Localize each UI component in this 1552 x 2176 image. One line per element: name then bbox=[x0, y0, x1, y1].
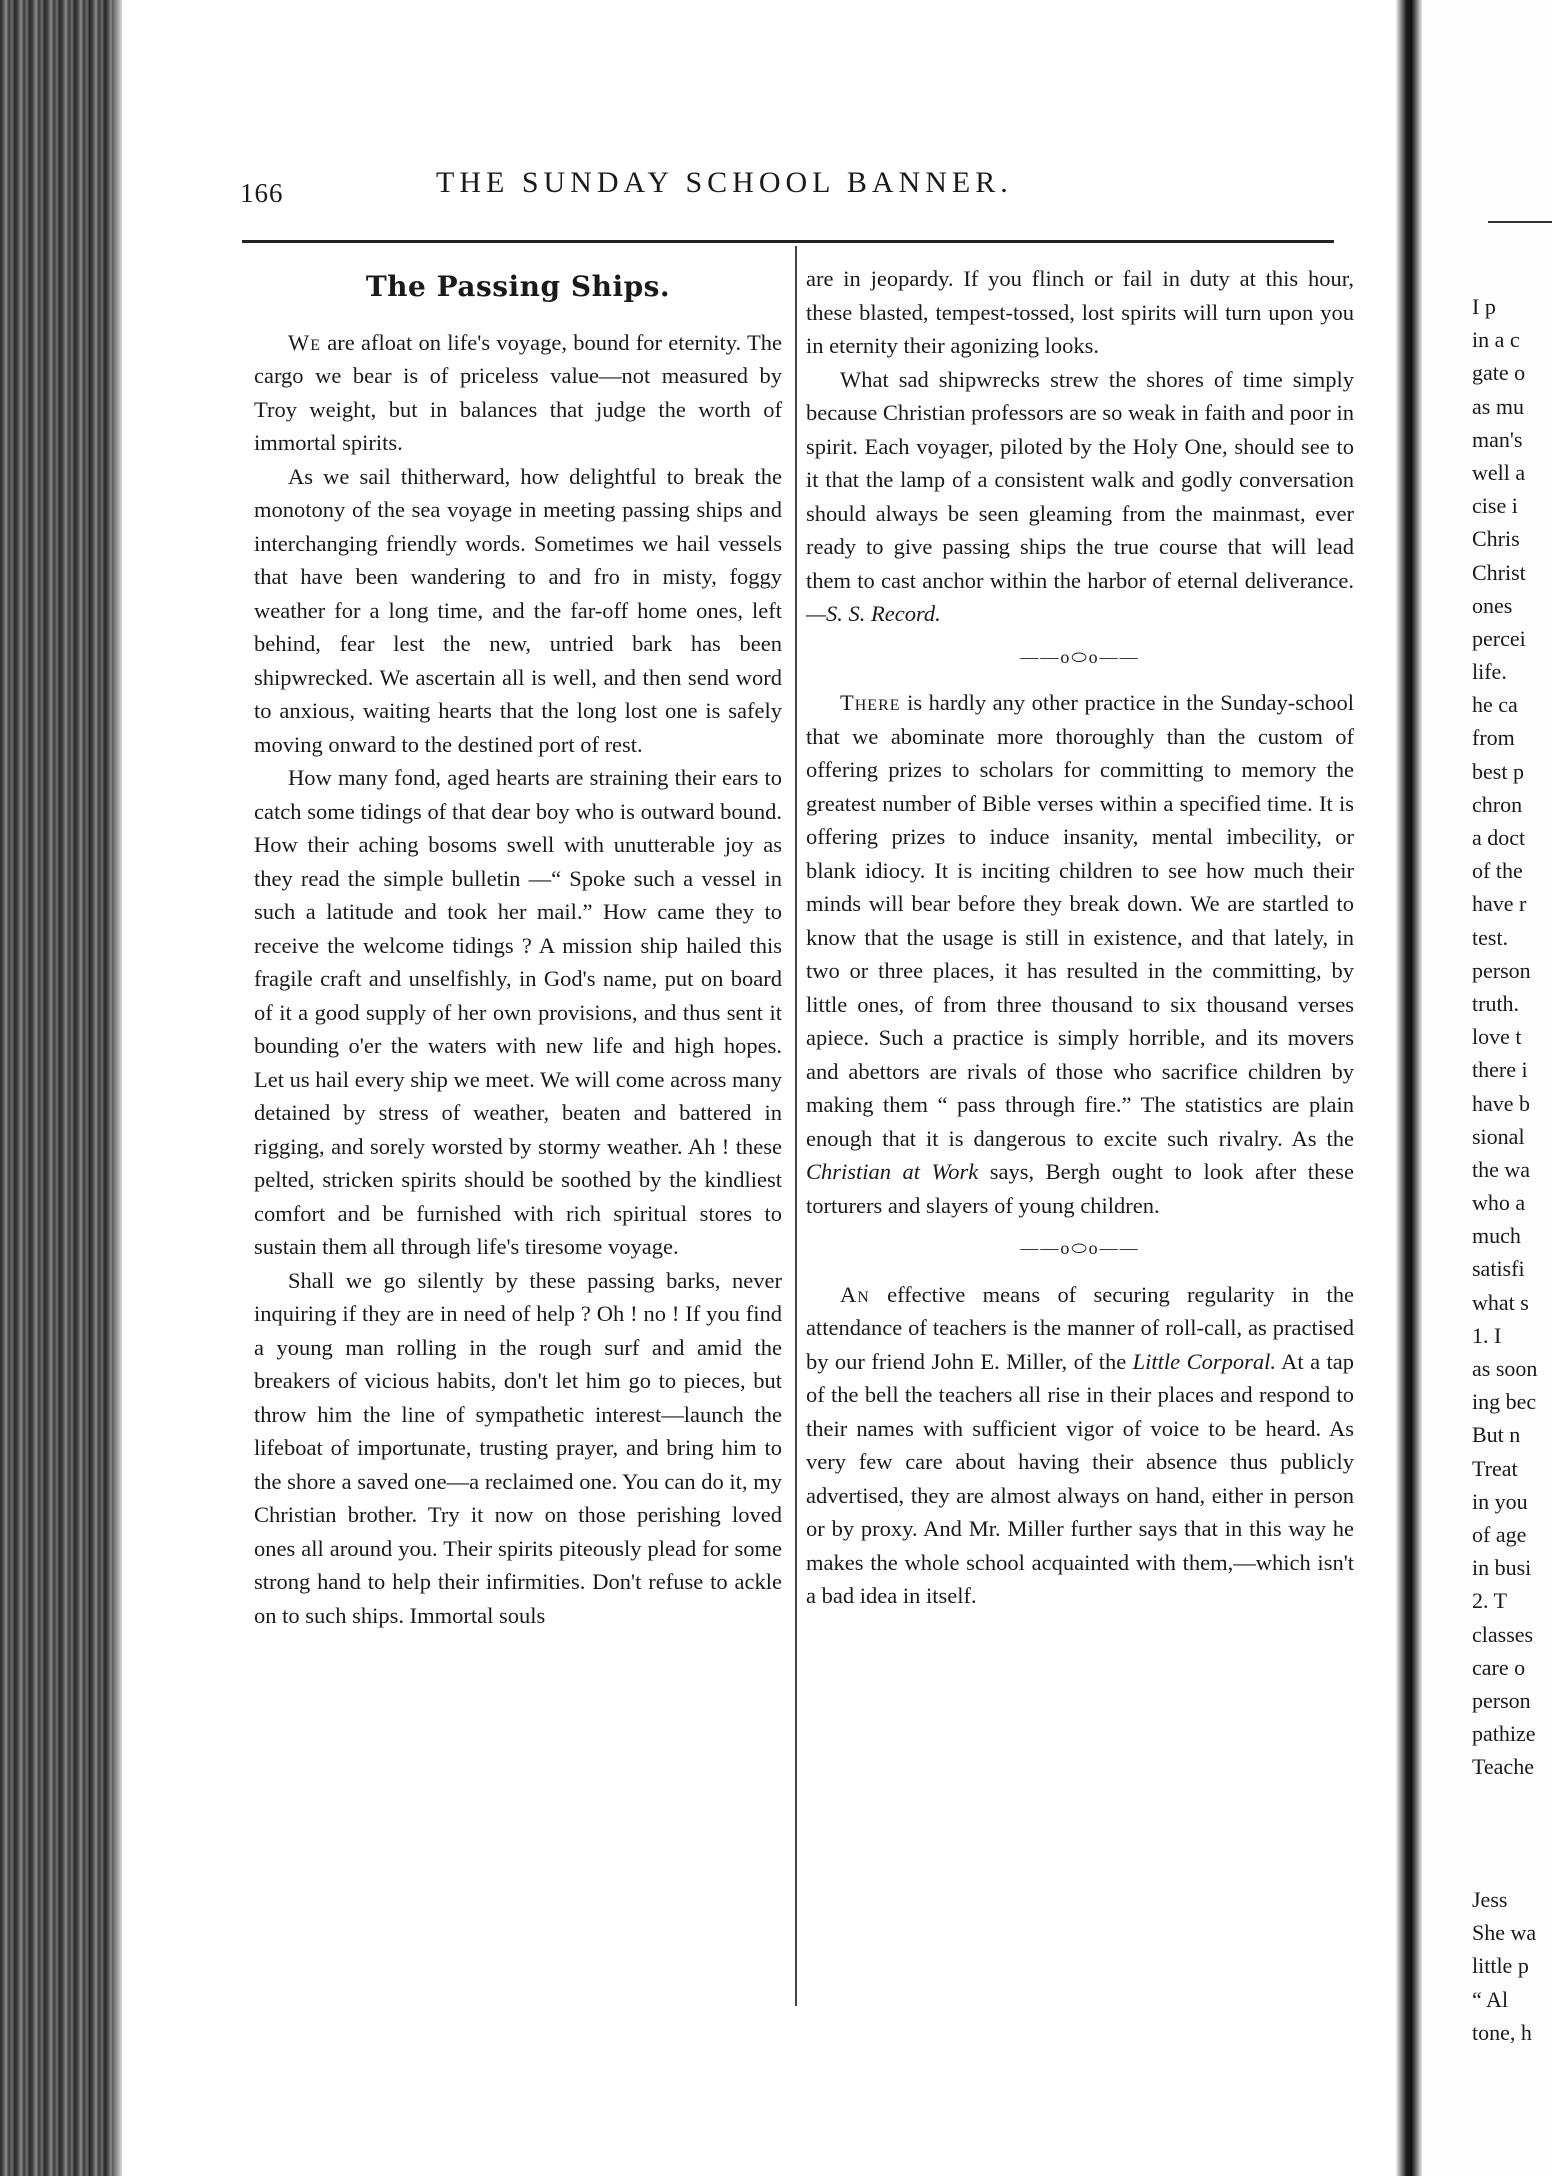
publication-name: Little Corporal. bbox=[1132, 1348, 1276, 1374]
paragraph-text: At a tap of the bell the teachers all rise in their places and respond to their names with sufficient vigor of voice to be heard. As very few care about having their absence thus publicly advertised, they are almost always on hand, either in person or by proxy. And Mr. Miller further says that in this way he makes the whole school acquainted with them,—which isn't a bad idea in itself. bbox=[806, 1348, 1354, 1608]
facing-page-fragment: of age bbox=[1472, 1521, 1527, 1547]
facing-page-fragment: have r bbox=[1472, 891, 1527, 917]
facing-page-fragment: ones bbox=[1472, 592, 1513, 618]
right-column bbox=[806, 262, 1354, 1613]
facing-page-fragment: “ Al bbox=[1472, 1986, 1509, 2012]
facing-page-fragment: Chris bbox=[1472, 526, 1520, 552]
facing-page-fragment: a doct bbox=[1472, 825, 1526, 850]
facing-page-fragment: cise i bbox=[1472, 493, 1518, 519]
facing-page-fragment: satisfi bbox=[1472, 1256, 1525, 1282]
facing-page-fragment: man's bbox=[1472, 426, 1523, 452]
facing-page-fragment: well a bbox=[1472, 459, 1526, 485]
facing-page-fragment: what s bbox=[1472, 1289, 1529, 1315]
facing-page-fragment: of the bbox=[1472, 858, 1523, 884]
facing-page-fragment: care o bbox=[1472, 1654, 1526, 1680]
paragraph: As we sail thitherward, how delightful to break the monotony of the sea voyage in meeting passing ships and interchanging friendly words. Sometimes we hail vessels that have been wandering to and fro in misty, foggy weather for a long time, and the far-off home ones, left behind, fear lest the new, untried bark has been shipwrecked. We ascertain all is well, and then send word to anxious, waiting hearts that the long lost one is safely moving onward to the destined port of rest. bbox=[254, 463, 782, 757]
facing-page-fragment: as soon bbox=[1472, 1356, 1538, 1381]
facing-page-fragment bbox=[1472, 1817, 1552, 1850]
running-title: THE SUNDAY SCHOOL BANNER. bbox=[436, 166, 1013, 199]
paragraph bbox=[806, 1278, 1354, 1613]
article-title: The Passing Ships. bbox=[365, 270, 671, 303]
facing-page-rule bbox=[1488, 221, 1552, 223]
facing-page-fragment: Jess bbox=[1472, 1887, 1508, 1912]
book-spine bbox=[0, 0, 112, 2176]
paragraph-continued: are in jeopardy. If you flinch or fail in duty at this hour, these blasted, tempest-tossed, lost spirits will turn upon you in eternity their agonizing looks. bbox=[806, 266, 1354, 358]
facing-page-fragment: person bbox=[1472, 957, 1531, 983]
facing-page-fragment: much bbox=[1472, 1223, 1521, 1249]
facing-page-fragment: 2. T bbox=[1472, 1588, 1508, 1614]
paragraph-text: effective means of securing regularity in the attendance of teachers is the manner of roll-call, as practised by our friend John E. Miller, of the bbox=[806, 1281, 1354, 1374]
facing-page bbox=[1422, 0, 1552, 2176]
header-rule bbox=[242, 240, 1334, 243]
facing-page-fragment: classes bbox=[1472, 1621, 1534, 1647]
lead-word: We bbox=[288, 329, 322, 355]
paragraph-text: What sad shipwrecks strew the shores of time simply because Christian professors are so weak in faith and poor in spirit. Each voyager, piloted by the Holy One, should see to it that the lamp of a consistent walk and godly conversation should always be seen gleaming from the mainmast, ever ready to give passing ships the true course that will lead them to cast anchor within the harbor of eternal deliverance. bbox=[806, 366, 1354, 593]
facing-page-fragment: there i bbox=[1472, 1057, 1528, 1083]
facing-page-fragment: little p bbox=[1472, 1953, 1529, 1979]
facing-page-fragment: as mu bbox=[1472, 393, 1524, 419]
article-source: —S. S. Record. bbox=[806, 601, 941, 626]
facing-page-fragment: person bbox=[1472, 1687, 1531, 1713]
facing-page-fragment: who a bbox=[1472, 1190, 1526, 1216]
facing-page-fragment: chron bbox=[1472, 791, 1523, 817]
facing-page-fragment: Teache bbox=[1472, 1754, 1534, 1780]
facing-page-fragment: Treat bbox=[1472, 1455, 1518, 1481]
page-number: 166 bbox=[240, 178, 284, 208]
column-divider bbox=[795, 246, 797, 2006]
facing-page-fragment: ing bec bbox=[1472, 1389, 1537, 1415]
paragraph bbox=[254, 326, 782, 460]
facing-page-fragment: the wa bbox=[1472, 1156, 1531, 1182]
paragraph-text: says, Bergh ought to look after these torturers and slayers of young children. bbox=[806, 1159, 1354, 1218]
facing-page-fragment: percei bbox=[1472, 625, 1526, 651]
paragraph: How many fond, aged hearts are straining their ears to catch some tidings of that dear boy who is outward bound. How their aching bosoms swell with unutterable joy as they read the simple bulletin —“ Spoke such a vessel in such a latitude and took her mail.” How came they to receive the welcome tidings ? A mission ship hailed this fragile craft and unselfishly, in God's name, put on board of it a good supply of her own provisions, and thus sent it bounding o'er the waters with new life and high hopes. Let us hail every ship we meet. We will come across many detained by stress of weather, beaten and battered in rigging, and sorely worsted by stormy weather. Ah ! these pelted, stricken spirits should be soothed by the kindliest comfort and be furnished with rich spiritual stores to sustain them all through life's tiresome voyage. bbox=[254, 765, 782, 1259]
facing-page-fragment: in busi bbox=[1472, 1555, 1532, 1581]
paragraph bbox=[806, 686, 1354, 1222]
left-column bbox=[254, 262, 782, 1632]
facing-page-fragment: But n bbox=[1472, 1422, 1521, 1448]
facing-page-fragment: I p bbox=[1472, 294, 1496, 319]
lead-word: There bbox=[840, 690, 901, 715]
facing-page-fragment: truth. bbox=[1472, 990, 1520, 1016]
paragraph: Shall we go silently by these passing barks, never inquiring if they are in need of help ? Oh ! no ! If you find a young man rolling in the rough surf and amid the breakers of vicious habits, don't let him go to pieces, but throw him the line of sympathetic interest—launch the lifeboat of importunate, trusting prayer, and bring him to the shore a saved one—a reclaimed one. You can do it, my Christian brother. Try it now on those perishing loved ones all around you. Their spirits piteously plead for some strong hand to help their infirmities. Don't refuse to ackle on to such ships. Immortal souls bbox=[254, 1267, 782, 1628]
facing-page-fragment: from bbox=[1472, 725, 1515, 751]
section-separator: ——o⬭o—— bbox=[1020, 646, 1140, 667]
facing-page-fragment: Christ bbox=[1472, 559, 1526, 585]
publication-name: Christian at Work bbox=[806, 1159, 979, 1184]
facing-page-fragment: test. bbox=[1472, 924, 1509, 950]
facing-page-fragment: gate o bbox=[1472, 360, 1526, 386]
facing-page-fragment: he ca bbox=[1472, 692, 1518, 718]
page-edge bbox=[112, 0, 122, 2176]
paragraph-text: are afloat on life's voyage, bound for eternity. The cargo we bear is of priceless value—not measured by Troy weight, but in balances that judge the worth of immortal spirits. bbox=[254, 329, 782, 455]
facing-page-fragment: in you bbox=[1472, 1488, 1528, 1514]
facing-page-fragment bbox=[1472, 1850, 1552, 1883]
center-gutter bbox=[1396, 0, 1422, 2176]
facing-page-fragment: sional bbox=[1472, 1123, 1525, 1149]
paragraph-text: is hardly any other practice in the Sunday-school that we abominate more thoroughly than the custom of offering prizes to scholars for committing to memory the greatest number of Bible verses within a specified time. It is offering prizes to induce insanity, mental imbecility, or blank idiocy. It is inciting children to see how much their minds will bear before they break down. We are startled to know that the usage is still in existence, and that lately, in two or three places, it has resulted in the committing, by little ones, of from three thousand to six thousand verses apiece. Such a practice is simply horrible, and its movers and abettors are rivals of those who sacrifice children by making them “ pass through fire.” The statistics are plain enough that it is dangerous to excite such rivalry. As the bbox=[806, 690, 1355, 1151]
facing-page-fragment: life. bbox=[1472, 659, 1507, 685]
facing-page-fragment: pathize bbox=[1472, 1721, 1536, 1747]
facing-page-fragment: love t bbox=[1472, 1024, 1522, 1050]
facing-page-fragment bbox=[1472, 1783, 1552, 1816]
facing-page-text bbox=[1472, 290, 1552, 2049]
facing-page-fragment: have b bbox=[1472, 1090, 1531, 1116]
facing-page-fragment: in a c bbox=[1472, 327, 1520, 353]
facing-page-fragment: 1. I bbox=[1472, 1322, 1502, 1348]
paragraph bbox=[806, 363, 1354, 631]
facing-page-fragment: tone, h bbox=[1472, 2019, 1532, 2045]
section-separator: ——o⬭o—— bbox=[1020, 1238, 1140, 1258]
facing-page-fragment: best p bbox=[1472, 758, 1524, 784]
facing-page-fragment: She wa bbox=[1472, 1920, 1537, 1946]
lead-word: An bbox=[840, 1281, 870, 1307]
